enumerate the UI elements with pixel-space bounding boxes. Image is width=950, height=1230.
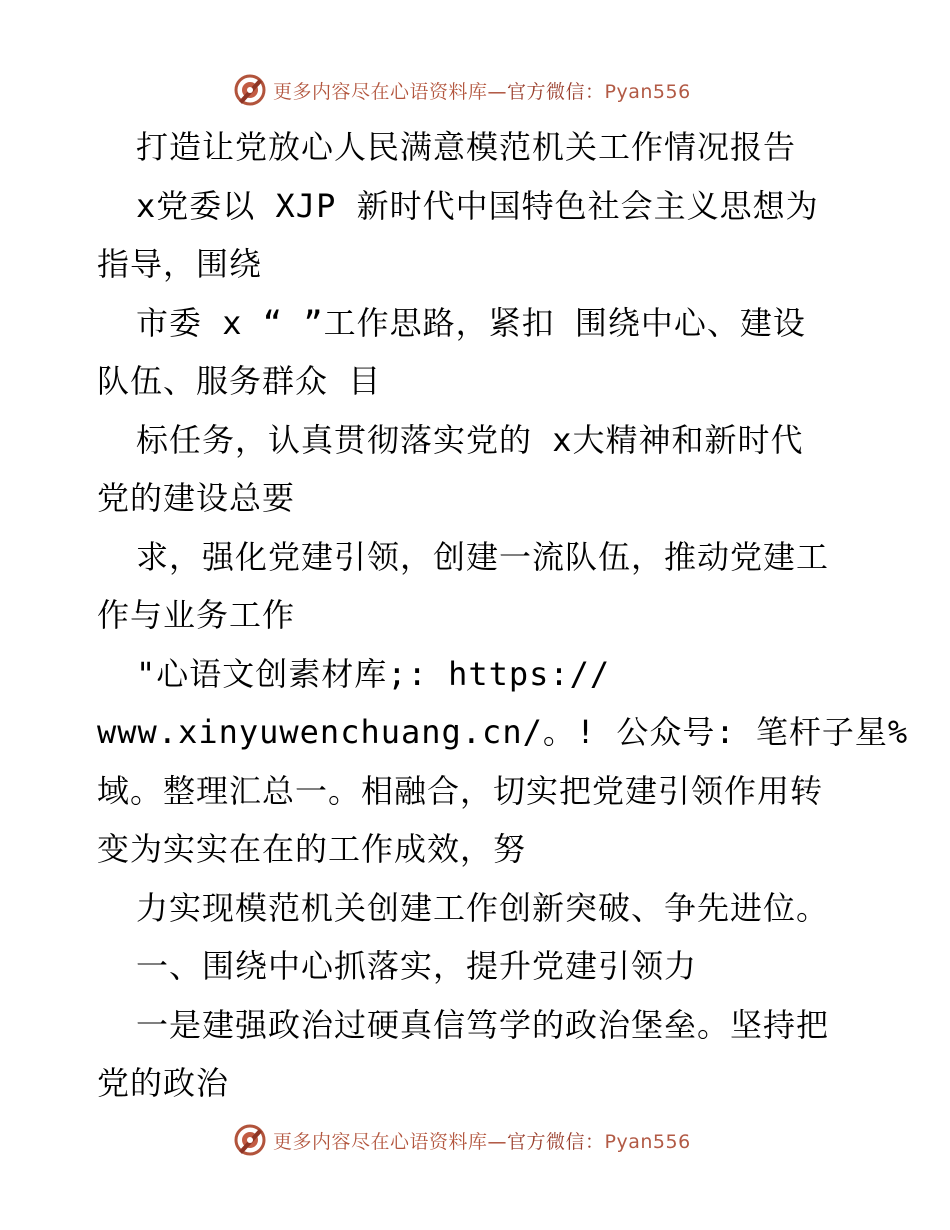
header-watermark [233, 72, 691, 108]
paragraph-line: 党的建设总要 [97, 479, 296, 517]
section-heading: 一、围绕中心抓落实，提升党建引领力 [136, 947, 698, 985]
watermark-wechat-label: 官方微信： [507, 1130, 605, 1153]
source-note-line: www.xinyuwenchuang.cn/。! 公众号: 笔杆子星% [97, 713, 909, 751]
paragraph-line: 力实现模范机关创建工作创新突破、争先进位。 [136, 889, 830, 927]
watermark-brand: 更多内容尽在心语资料库 [273, 80, 488, 103]
paragraph-line: 党的政治 [97, 1064, 230, 1102]
paragraph-line: 市委 x “ ”工作思路，紧扣 围绕中心、建设 [136, 304, 806, 342]
document-title: 打造让党放心人民满意模范机关工作情况报告 [136, 128, 797, 166]
paragraph-line: 求，强化党建引领，创建一流队伍，推动党建工 [136, 538, 830, 576]
quill-seal-icon [233, 73, 267, 107]
paragraph-line: 队伍、服务群众 目 [97, 362, 382, 400]
watermark-text [273, 1127, 691, 1154]
paragraph-line: 变为实实在在的工作成效，努 [97, 830, 527, 868]
paragraph-line: x党委以 XJP 新时代中国特色社会主义思想为 [136, 187, 819, 225]
watermark-wechat-label: 官方微信： [507, 80, 605, 103]
watermark-separator: — [487, 80, 508, 103]
watermark-brand: 更多内容尽在心语资料库 [273, 1130, 488, 1153]
watermark-separator: — [487, 1130, 508, 1153]
footer-watermark [233, 1122, 691, 1158]
paragraph-line: 标任务，认真贯彻落实党的 x大精神和新时代 [136, 421, 804, 459]
paragraph-line: 一是建强政治过硬真信笃学的政治堡垒。坚持把 [136, 1006, 830, 1044]
watermark-wechat-id: Pyan556 [604, 1130, 691, 1153]
source-note-line: "心语文创素材库;: https:// [136, 655, 611, 693]
paragraph-line: 作与业务工作 [97, 596, 296, 634]
paragraph-line: 域。整理汇总一。相融合，切实把党建引领作用转 [97, 772, 824, 810]
quill-seal-icon [233, 1123, 267, 1157]
watermark-text [273, 77, 691, 104]
paragraph-line: 指导，围绕 [97, 245, 263, 283]
watermark-wechat-id: Pyan556 [604, 80, 691, 103]
